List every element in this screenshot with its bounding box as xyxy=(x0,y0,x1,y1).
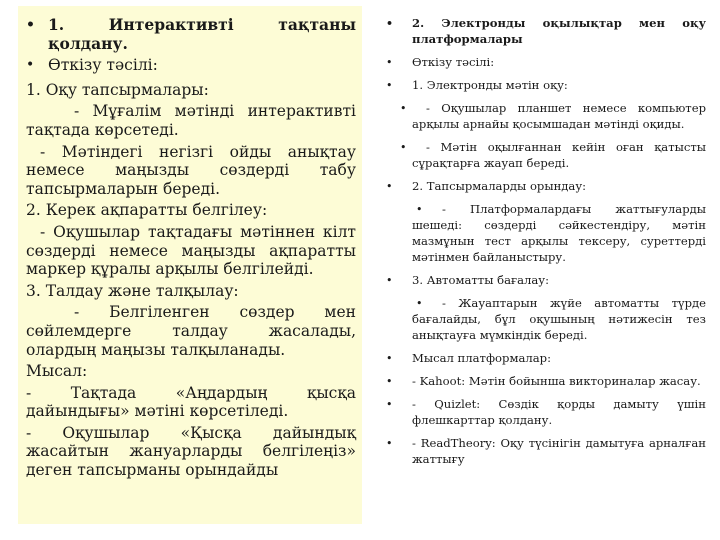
bullet-icon: • xyxy=(26,57,35,74)
right-item: • - Мәтін оқылғаннан кейін оған қатысты сұрақтарға жауап береді. xyxy=(386,140,706,172)
right-item: • Мысал платформалар: xyxy=(386,350,551,365)
bullet-icon: • xyxy=(386,78,393,92)
right-content-panel xyxy=(386,6,706,524)
bullet-icon: • xyxy=(400,101,407,115)
left-example-label: Мысал: xyxy=(26,362,88,381)
left-p1-text2: - Мәтіндегі негізгі ойды анықтау немесе маңызды сөздерді табу тапсырмаларын береді. xyxy=(26,142,356,198)
bullet-icon: • xyxy=(386,179,393,193)
right-item: • - Жауаптарын жүйе автоматты түрде бағалайды, бұл оқушының нәтижесін тез анықтауға мүмкіндік береді. xyxy=(386,296,706,344)
left-p3-title: 3. Талдау және талқылау: xyxy=(26,281,239,300)
left-example-1: - Тақтада «Аңдардың қысқа дайындығы» мәтіні көрсетіледі. xyxy=(26,383,356,421)
right-item: • 3. Автоматты бағалау: xyxy=(386,272,549,287)
right-item: • - Quizlet: Сөздік қорды дамыту үшін флешкарттар қолдану. xyxy=(386,396,706,427)
left-p3-text: - Белгіленген сөздер мен сөйлемдерге талдау жасалады, олардың маңызы талқыланады. xyxy=(26,303,356,359)
left-heading: • 1. Интерактивті тақтаны қолдану. xyxy=(26,15,356,53)
bullet-icon: • xyxy=(386,351,393,365)
right-item: • - ReadTheory: Оқу түсінігін дамытуға арналған жаттығу xyxy=(386,435,706,466)
left-p1-title: 1. Оқу тапсырмалары: xyxy=(26,80,209,99)
bullet-icon: • xyxy=(386,374,393,388)
bullet-icon: • xyxy=(400,140,407,154)
left-p2-title: 2. Керек ақпаратты белгілеу: xyxy=(26,201,268,220)
bullet-icon: • xyxy=(386,397,393,411)
left-method-label: • Өткізу тәсілі: xyxy=(26,56,158,75)
bullet-icon: • xyxy=(386,273,393,287)
left-example-2: - Оқушылар «Қысқа дайындық жасайтын жануарларды белгілеңіз» деген тапсырманы орындайды xyxy=(26,423,356,480)
bullet-icon: • xyxy=(386,436,393,450)
right-item: • 1. Электронды мәтін оқу: xyxy=(386,77,568,92)
bullet-icon: • xyxy=(386,17,394,30)
right-item: • - Kahoot: Мәтін бойынша викториналар жасау. xyxy=(386,373,701,388)
left-p1-text1: - Мұғалім мәтінді интерактивті тақтада көрсетеді. xyxy=(26,102,356,139)
right-heading: • 2. Электронды оқылықтар мен оқу платформалары xyxy=(386,16,706,46)
left-content-panel xyxy=(18,6,362,524)
right-item: • Өткізу тәсілі: xyxy=(386,54,495,69)
left-p2-text: - Оқушылар тақтадағы мәтіннен кілт сөздерді немесе маңызды ақпаратты маркер құралы арқылы белгілейді. xyxy=(26,222,356,279)
right-item: • - Оқушылар планшет немесе компьютер арқылы арнайы қосымшадан мәтінді оқиды. xyxy=(386,101,706,133)
bullet-icon: • xyxy=(416,296,423,310)
bullet-icon: • xyxy=(26,17,35,33)
right-item: • 2. Тапсырмаларды орындау: xyxy=(386,178,587,193)
right-item: • - Платформалардағы жаттығуларды шешеді: сөздерді сәйкестендіру, мәтін мазмұнын тест арқылы тексеру, суреттерді мәтінмен байланыстыру. xyxy=(386,202,706,266)
bullet-icon: • xyxy=(386,55,393,69)
bullet-icon: • xyxy=(416,202,423,216)
